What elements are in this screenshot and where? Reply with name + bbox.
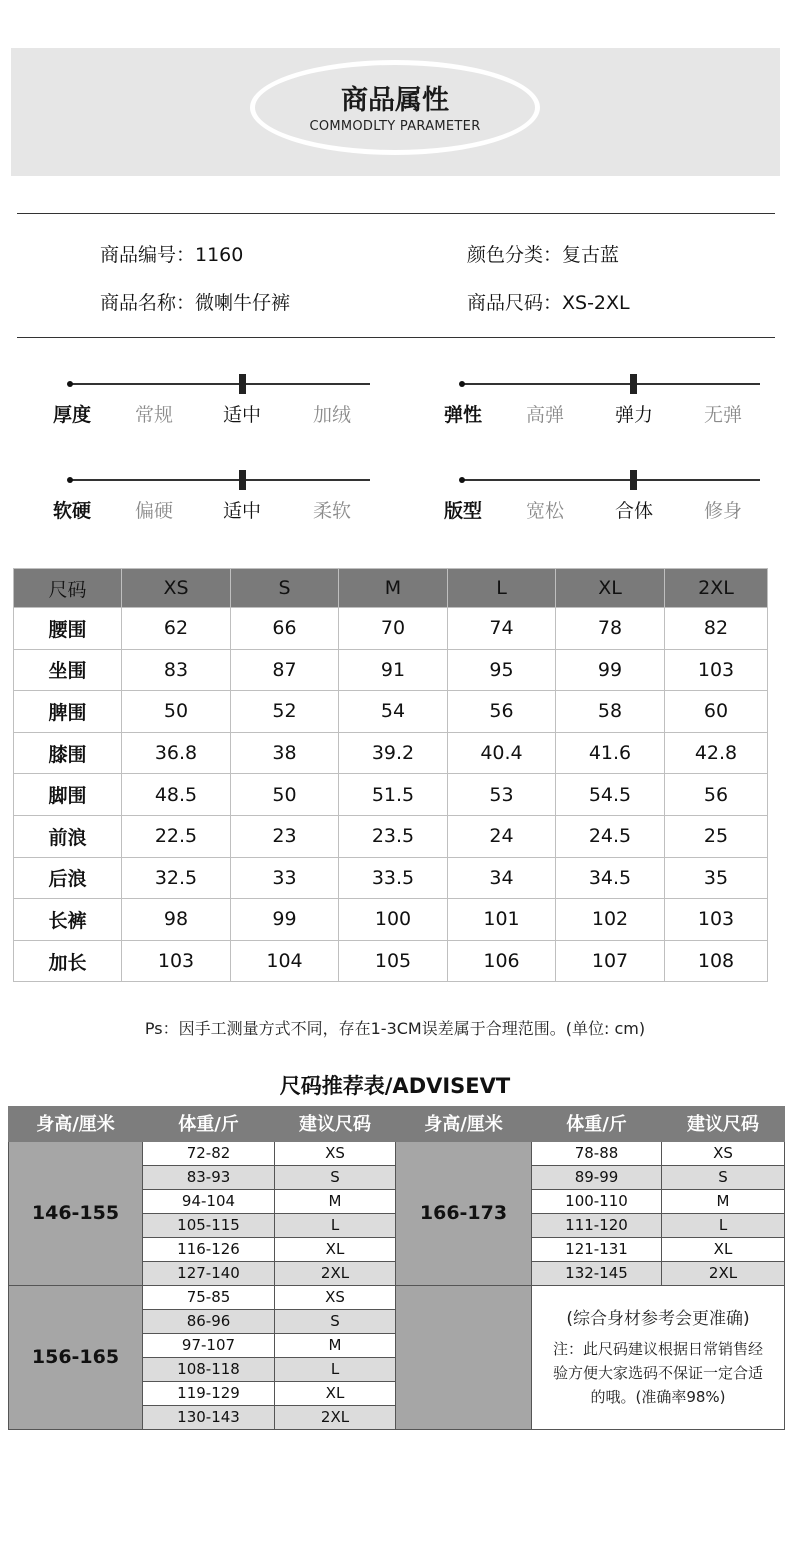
size-cell: XS [275,1286,396,1310]
table-cell: 102 [556,899,665,941]
table-cell: 22.5 [122,815,231,857]
table-cell: 33.5 [339,857,448,899]
table-cell: 100 [339,899,448,941]
row-header: 长裤 [14,899,122,941]
scale-marker [239,470,246,490]
height-group: 166-173 [396,1142,532,1286]
note-main: (综合身材参考会更准确) [566,1308,750,1329]
info-color: 颜色分类：复古蓝 [467,244,620,266]
weight-cell: 130-143 [143,1406,275,1430]
scale-option-selected: 合体 [614,500,653,522]
table-row [14,857,768,899]
table-cell: 83 [122,649,231,691]
scale-option: 偏硬 [134,500,173,522]
table-cell: 36.8 [122,732,231,774]
table-cell: 104 [231,940,339,982]
column-header: 体重/斤 [532,1107,662,1142]
row-header: 后浪 [14,857,122,899]
table-cell: 74 [448,608,556,650]
scale-option: 无弹 [703,404,742,426]
scale-start-dot [459,477,465,483]
table-cell: 35 [665,857,768,899]
size-cell: XS [662,1142,785,1166]
size-cell: L [275,1214,396,1238]
scale-option: 加绒 [312,404,351,426]
row-header: 腰围 [14,608,122,650]
scale-label: 厚度 [52,404,91,426]
row-header: 脾围 [14,691,122,733]
column-header: 建议尺码 [662,1107,785,1142]
scale-option: 柔软 [312,500,351,522]
size-cell: L [662,1214,785,1238]
recommend-title: 尺码推荐表/ADVISEVT [279,1074,511,1098]
table-cell: 33 [231,857,339,899]
size-cell: 2XL [275,1406,396,1430]
table-row [14,940,768,982]
table-cell: 56 [448,691,556,733]
table-row [14,608,768,650]
table-cell: 106 [448,940,556,982]
table-cell: 23 [231,815,339,857]
table-cell: 42.8 [665,732,768,774]
weight-cell: 78-88 [532,1142,662,1166]
measurement-note: Ps：因手工测量方式不同，存在1-3CM误差属于合理范围。(单位: cm) [144,1019,646,1038]
scale-label: 弹性 [443,404,482,426]
table-cell: 23.5 [339,815,448,857]
row-header: 加长 [14,940,122,982]
size-cell: 2XL [275,1262,396,1286]
scale-option-selected: 弹力 [614,404,653,426]
table-cell: 34.5 [556,857,665,899]
column-header: M [339,569,448,608]
table-row [14,774,768,816]
size-cell: L [275,1358,396,1382]
table-cell: 101 [448,899,556,941]
scale-track [462,383,760,385]
size-cell: S [275,1166,396,1190]
weight-cell: 97-107 [143,1334,275,1358]
table-cell: 56 [665,774,768,816]
weight-cell: 127-140 [143,1262,275,1286]
divider [17,337,775,338]
size-table [13,568,768,982]
table-cell: 34 [448,857,556,899]
row-header: 膝围 [14,732,122,774]
table-cell: 24 [448,815,556,857]
column-header: 体重/斤 [143,1107,275,1142]
column-header: 尺码 [14,569,122,608]
size-cell: XL [275,1238,396,1262]
size-cell: XL [662,1238,785,1262]
weight-cell: 94-104 [143,1190,275,1214]
size-cell: S [275,1310,396,1334]
scale-track [70,383,370,385]
weight-cell: 100-110 [532,1190,662,1214]
scale-marker [630,470,637,490]
table-cell: 105 [339,940,448,982]
table-cell: 103 [665,649,768,691]
scale-start-dot [459,381,465,387]
weight-cell: 116-126 [143,1238,275,1262]
table-cell: 62 [122,608,231,650]
table-cell: 60 [665,691,768,733]
size-cell: M [275,1190,396,1214]
table-row [14,732,768,774]
row-header: 前浪 [14,815,122,857]
weight-cell: 72-82 [143,1142,275,1166]
page-title: 商品属性 [341,85,449,116]
row-header: 坐围 [14,649,122,691]
table-cell: 70 [339,608,448,650]
table-row [9,1286,785,1310]
table-cell: 53 [448,774,556,816]
scale-option: 宽松 [525,500,564,522]
table-row [14,899,768,941]
column-header: 2XL [665,569,768,608]
weight-cell: 111-120 [532,1214,662,1238]
table-cell: 41.6 [556,732,665,774]
info-item-number: 商品编号：1160 [100,244,244,266]
scale-track [70,479,370,481]
weight-cell: 89-99 [532,1166,662,1190]
scale-option: 常规 [134,404,173,426]
height-group: 156-165 [9,1286,143,1430]
scale-option-selected: 适中 [222,500,261,522]
table-cell: 66 [231,608,339,650]
table-cell: 99 [556,649,665,691]
table-cell: 103 [665,899,768,941]
weight-cell: 121-131 [532,1238,662,1262]
size-table-header [14,569,768,608]
size-cell: S [662,1166,785,1190]
column-header: 身高/厘米 [9,1107,143,1142]
table-cell: 48.5 [122,774,231,816]
table-cell: 24.5 [556,815,665,857]
column-header: L [448,569,556,608]
table-row [14,691,768,733]
table-cell: 87 [231,649,339,691]
table-cell: 107 [556,940,665,982]
weight-cell: 132-145 [532,1262,662,1286]
table-cell: 98 [122,899,231,941]
scale-option: 高弹 [525,404,564,426]
scale-option: 修身 [703,500,742,522]
size-cell: M [275,1334,396,1358]
size-cell: XL [275,1382,396,1406]
scale-track [462,479,760,481]
scale-marker [630,374,637,394]
table-cell: 58 [556,691,665,733]
column-header: XL [556,569,665,608]
scale-label: 软硬 [52,500,91,522]
table-cell: 108 [665,940,768,982]
info-size: 商品尺码：XS-2XL [467,292,630,314]
size-cell: M [662,1190,785,1214]
weight-cell: 83-93 [143,1166,275,1190]
weight-cell: 75-85 [143,1286,275,1310]
table-cell: 52 [231,691,339,733]
table-row [9,1142,785,1166]
table-cell: 99 [231,899,339,941]
recommend-header [9,1107,785,1142]
scale-option-selected: 适中 [222,404,261,426]
height-group: 146-155 [9,1142,143,1286]
table-cell: 25 [665,815,768,857]
size-cell: 2XL [662,1262,785,1286]
table-cell: 91 [339,649,448,691]
table-cell: 50 [231,774,339,816]
table-cell: 103 [122,940,231,982]
row-header: 脚围 [14,774,122,816]
weight-cell: 108-118 [143,1358,275,1382]
table-row [14,649,768,691]
size-cell: XS [275,1142,396,1166]
recommend-table [8,1106,785,1430]
empty-height-cell [396,1286,532,1430]
weight-cell: 119-129 [143,1382,275,1406]
divider [17,213,775,214]
table-cell: 40.4 [448,732,556,774]
table-cell: 50 [122,691,231,733]
scale-marker [239,374,246,394]
column-header: 建议尺码 [275,1107,396,1142]
recommend-note [532,1286,785,1430]
table-cell: 54 [339,691,448,733]
weight-cell: 86-96 [143,1310,275,1334]
table-cell: 82 [665,608,768,650]
table-cell: 39.2 [339,732,448,774]
table-cell: 95 [448,649,556,691]
column-header: XS [122,569,231,608]
scale-start-dot [67,477,73,483]
column-header: 身高/厘米 [396,1107,532,1142]
weight-cell: 105-115 [143,1214,275,1238]
table-cell: 38 [231,732,339,774]
table-cell: 54.5 [556,774,665,816]
table-cell: 78 [556,608,665,650]
table-row [14,815,768,857]
info-name: 商品名称：微喇牛仔裤 [100,292,291,314]
column-header: S [231,569,339,608]
page-subtitle: COMMODLTY PARAMETER [309,119,481,134]
table-cell: 32.5 [122,857,231,899]
note-body: 注：此尺码建议根据日常销售经验方便大家选码不保证一定合适的哦。(准确率98%) [552,1339,763,1406]
table-cell: 51.5 [339,774,448,816]
scale-start-dot [67,381,73,387]
scale-label: 版型 [443,500,482,522]
